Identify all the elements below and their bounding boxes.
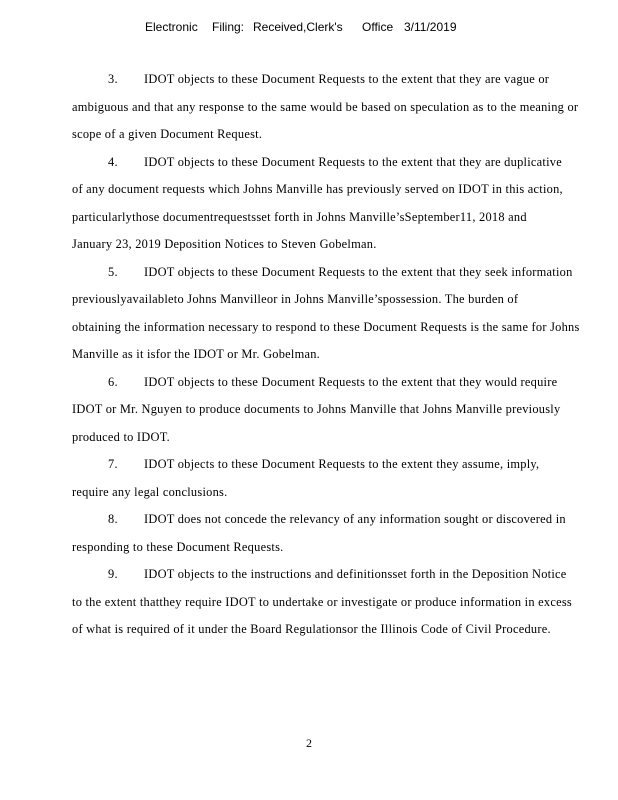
paragraph-number: 6. bbox=[108, 374, 118, 389]
filing-date: 3/11/2019 bbox=[404, 20, 457, 34]
paragraph-line: January 23, 2019 Deposition Notices to Steven Gobelman. bbox=[72, 237, 377, 251]
paragraph-6 bbox=[72, 369, 602, 452]
paragraph-line bbox=[72, 506, 602, 534]
paragraph-line bbox=[72, 561, 602, 589]
paragraph-text: IDOT objects to these Document Requests to the extent that they would require bbox=[144, 374, 558, 389]
paragraph-text: IDOT objects to the instructions and definitionsset forth in the Deposition Notice bbox=[144, 567, 567, 581]
paragraph-line: scope of a given Document Request. bbox=[72, 127, 263, 141]
paragraph-text: IDOT objects to these Document Requests to the extent that they are vague or bbox=[144, 72, 550, 86]
paragraph-line: previouslyavailableto Johns Manvilleor in Johns Manville’spossession. The burden of bbox=[72, 292, 519, 306]
paragraph-line: responding to these Document Requests. bbox=[72, 539, 284, 554]
paragraph-line: require any legal conclusions. bbox=[72, 484, 228, 499]
paragraph-3 bbox=[72, 66, 602, 149]
paragraph-line: ambiguous and that any response to the same would be based on speculation as to the meaning or bbox=[72, 99, 579, 114]
paragraph-line: to the extent thatthey require IDOT to undertake or investigate or produce information in excess bbox=[72, 594, 572, 609]
paragraph-line: IDOT or Mr. Nguyen to produce documents to Johns Manville that Johns Manville previously bbox=[72, 402, 561, 416]
filing-label-electronic: Electronic bbox=[145, 20, 198, 34]
paragraph-text: IDOT objects to these Document Requests to the extent they assume, imply, bbox=[144, 457, 540, 471]
paragraph-text: IDOT objects to these Document Requests to the extent that they are duplicative bbox=[144, 154, 562, 169]
paragraph-number: 7. bbox=[108, 457, 118, 471]
filing-stamp-header bbox=[0, 20, 618, 38]
document-body bbox=[72, 66, 602, 644]
paragraph-line: obtaining the information necessary to respond to these Document Requests is the same for Johns bbox=[72, 319, 580, 334]
paragraph-text: IDOT objects to these Document Requests to the extent that they seek information bbox=[144, 264, 573, 279]
paragraph-7 bbox=[72, 451, 602, 506]
paragraph-number: 5. bbox=[108, 264, 118, 279]
paragraph-8 bbox=[72, 506, 602, 561]
paragraph-number: 9. bbox=[108, 567, 118, 581]
filing-label-office: Office bbox=[362, 20, 394, 34]
paragraph-number: 3. bbox=[108, 72, 118, 86]
paragraph-line: particularlythose documentrequestsset forth in Johns Manville’sSeptember11, 2018 and bbox=[72, 209, 527, 224]
paragraph-line bbox=[72, 66, 602, 94]
page-number: 2 bbox=[306, 736, 312, 750]
paragraph-number: 8. bbox=[108, 512, 118, 526]
paragraph-line bbox=[72, 259, 602, 287]
filing-label-received: Received,Clerk's bbox=[253, 20, 343, 34]
paragraph-9 bbox=[72, 561, 602, 644]
paragraph-number: 4. bbox=[108, 154, 118, 169]
paragraph-4 bbox=[72, 149, 602, 259]
filing-label-filing: Filing: bbox=[212, 20, 245, 34]
paragraph-line bbox=[72, 451, 602, 479]
paragraph-line: Manville as it isfor the IDOT or Mr. Gobelman. bbox=[72, 347, 321, 361]
paragraph-line bbox=[72, 149, 602, 177]
paragraph-text: IDOT does not concede the relevancy of any information sought or discovered in bbox=[144, 512, 566, 526]
paragraph-line: of any document requests which Johns Manville has previously served on IDOT in this action, bbox=[72, 182, 563, 196]
paragraph-line bbox=[72, 369, 602, 397]
paragraph-line: of what is required of it under the Board Regulationsor the Illinois Code of Civil Procedure. bbox=[72, 622, 551, 636]
paragraph-line: produced to IDOT. bbox=[72, 429, 170, 444]
paragraph-5 bbox=[72, 259, 602, 369]
